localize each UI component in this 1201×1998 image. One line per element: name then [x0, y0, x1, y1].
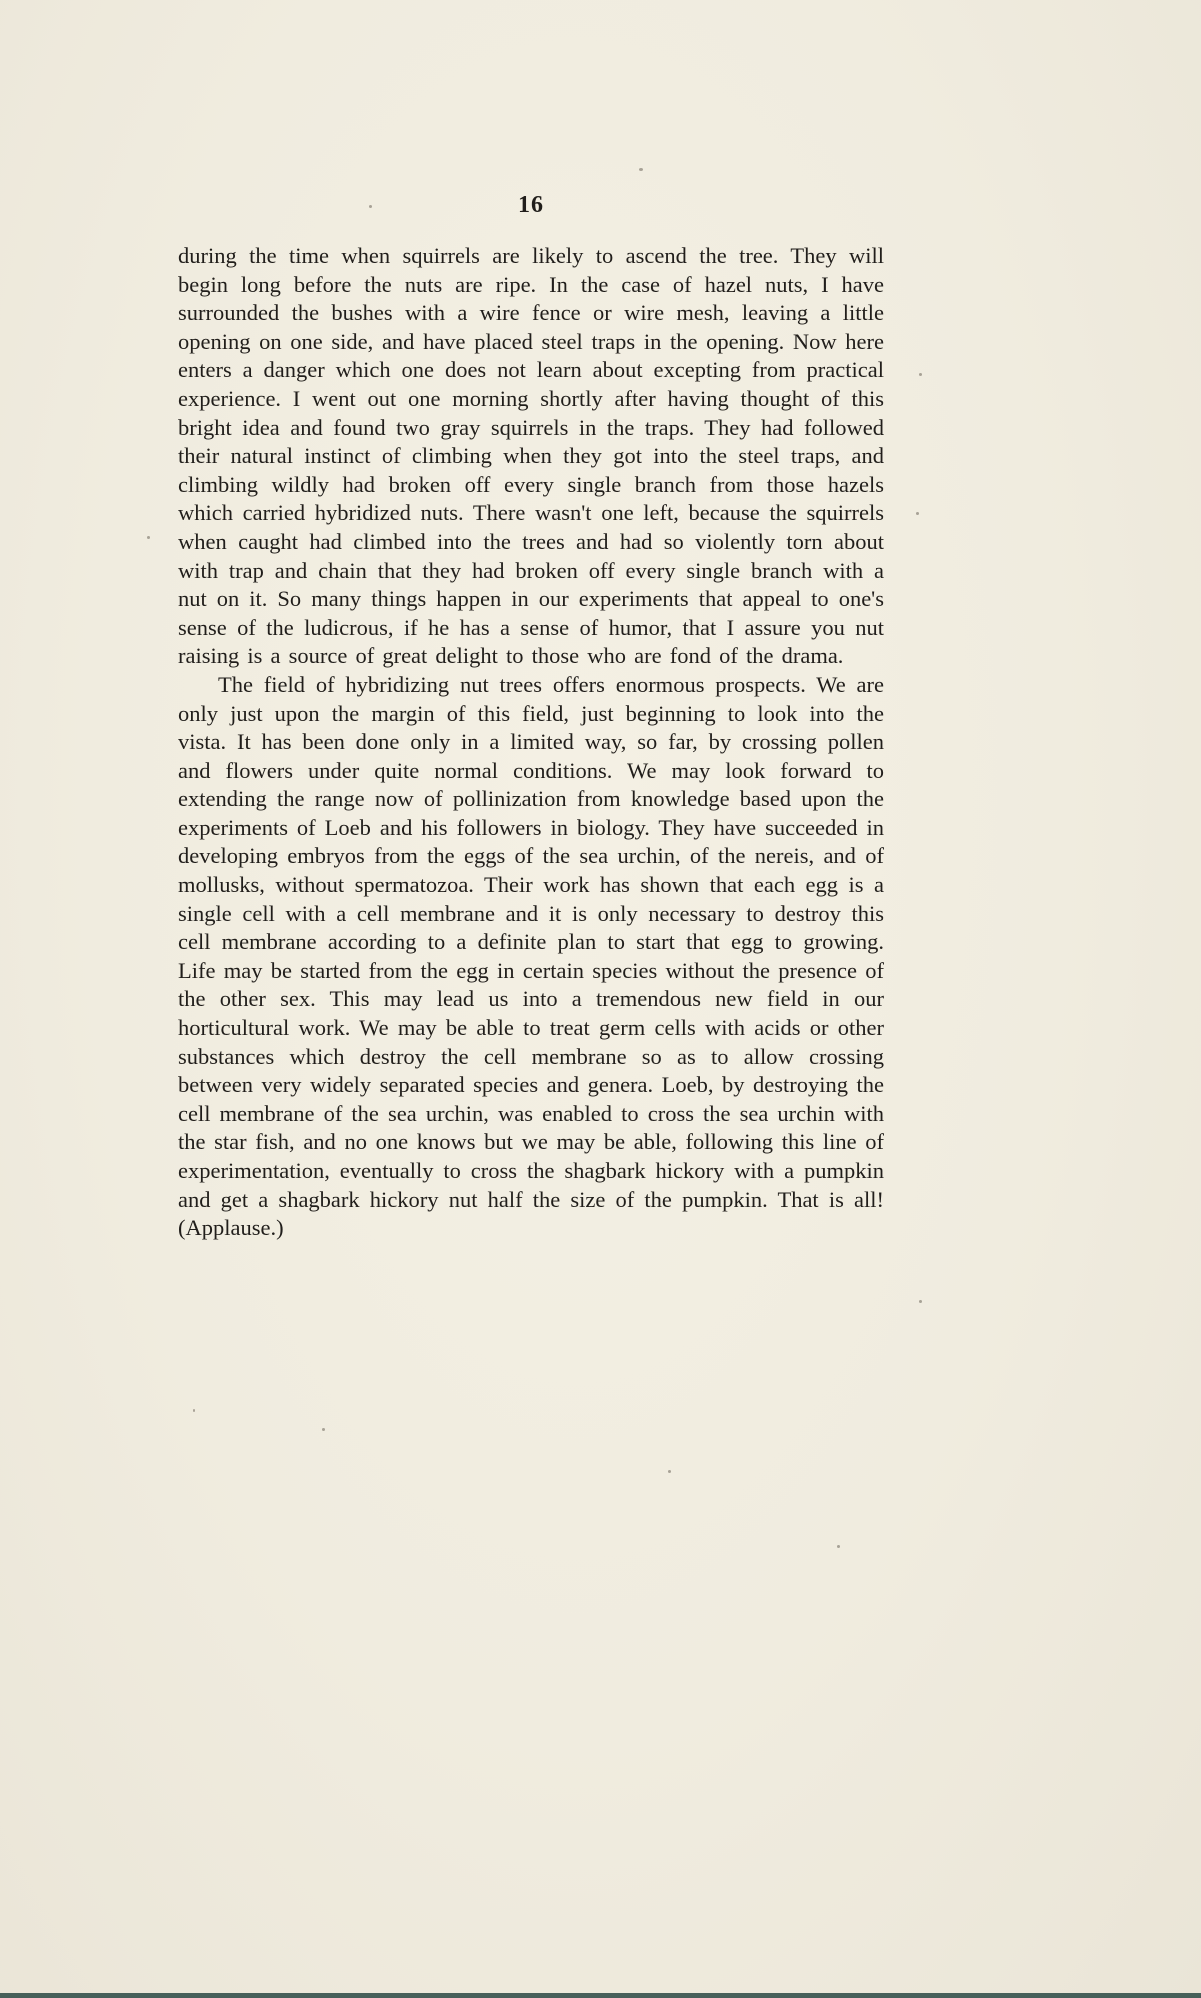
scanner-edge [0, 1993, 1201, 1998]
scan-speck [916, 512, 919, 515]
scan-speck [322, 1428, 325, 1431]
scan-speck [668, 1470, 671, 1473]
scan-speck [193, 1409, 195, 1412]
text-block [178, 242, 884, 1243]
scan-speck [369, 205, 372, 208]
scan-speck [147, 536, 150, 539]
page-number: 16 [518, 192, 544, 218]
scan-speck [919, 1300, 922, 1303]
scan-speck [639, 168, 643, 171]
scan-speck [919, 373, 922, 376]
paragraph-continuation: during the time when squirrels are likely to ascend the tree. They will begin long before the nuts are ripe. In the case of hazel nuts, I have surrounded the bushes with a wire fence or wire mesh, leaving a little opening on one side, and have placed steel traps in the opening. Now here enters a danger which one does not learn about excepting from practical experience. I went out one morning shortly after having thought of this bright idea and found two gray squirrels in the traps. They had followed their natural instinct of climbing when they got into the steel traps, and climbing wildly had broken off every single branch from those hazels which carried hybridized nuts. There wasn't one left, because the squirrels when caught had climbed into the trees and had so violently torn about with trap and chain that they had broken off every single branch with a nut on it. So many things happen in our experiments that appeal to one's sense of the ludicrous, if he has a sense of humor, that I assure you nut raising is a source of great delight to those who are fond of the drama. [178, 243, 884, 669]
paragraph: The field of hybridizing nut trees offers enormous prospects. We are only just upon the margin of this field, just beginning to look into the vista. It has been done only in a limited way, so far, by crossing pollen and flowers under quite normal conditions. We may look forward to extending the range now of pollinization from knowledge based upon the experiments of Loeb and his followers in biology. They have succeeded in developing embryos from the eggs of the sea urchin, of the nereis, and of mollusks, without spermatozoa. Their work has shown that each egg is a single cell with a cell membrane and it is only necessary to destroy this cell membrane according to a definite plan to start that egg to growing. Life may be started from the egg in certain species without the presence of the other sex. This may lead us into a tremendous new field in our horticultural work. We may be able to treat germ cells with acids or other substances which destroy the cell membrane so as to allow crossing between very widely separated species and genera. Loeb, by destroying the cell membrane of the sea urchin, was enabled to cross the sea urchin with the star fish, and no one knows but we may be able, following this line of experimentation, eventually to cross the shagbark hickory with a pumpkin and get a shagbark hickory nut half the size of the pumpkin. That is all! (Applause.) [178, 671, 884, 1241]
scan-speck [837, 1545, 840, 1548]
